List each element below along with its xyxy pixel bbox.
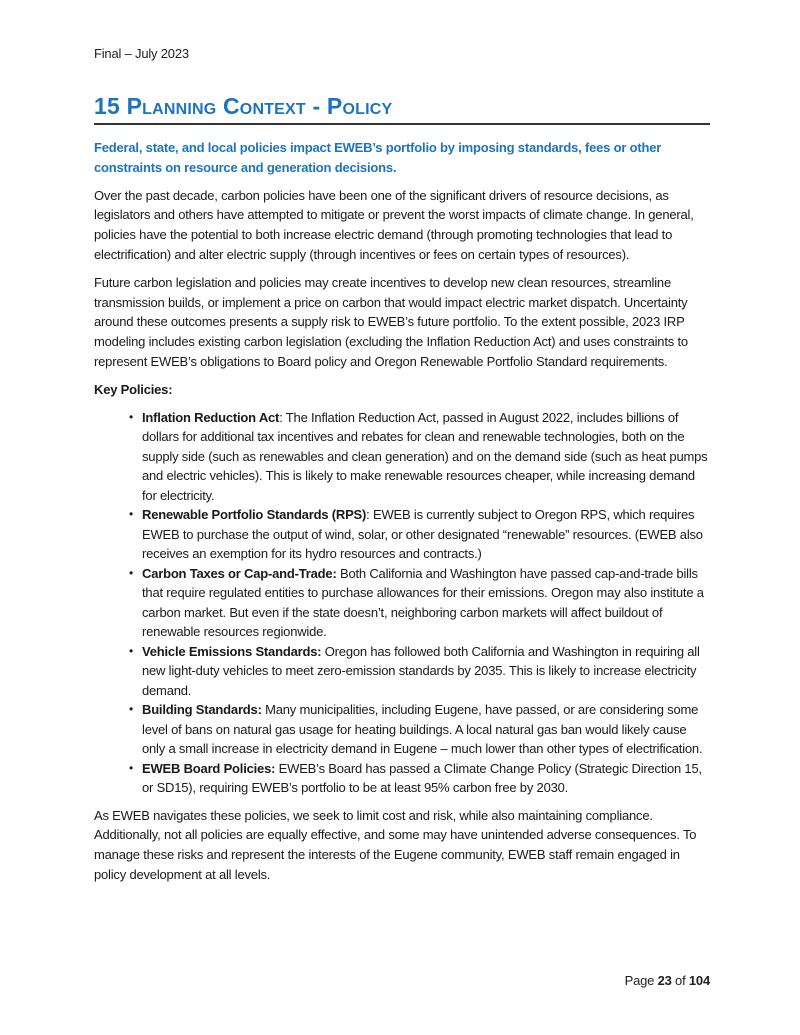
bullet-icon: • <box>129 643 134 658</box>
policy-label: Inflation Reduction Act <box>142 409 280 425</box>
bullet-icon: • <box>129 409 134 424</box>
running-header: Final – July 2023 <box>94 46 189 61</box>
policy-list <box>94 408 710 798</box>
list-item <box>129 759 710 798</box>
page-footer <box>625 971 710 991</box>
list-item <box>129 408 710 506</box>
policy-label: Renewable Portfolio Standards (RPS) <box>142 507 367 523</box>
body-paragraph-1: Over the past decade, carbon policies have been one of the significant drivers of resource decisions, as legislators and others have attempted to mitigate or prevent the worst impacts of climate change. In general, policies have the potential to both increase electric demand (through promoting technologies that lead to electrification) and alter electric supply (through incentives or fees on certain types of resources). <box>94 187 694 262</box>
policy-text: : The Inflation Reduction Act, passed in August 2022, includes billions of dollars for additional tax incentives and rebates for clean and renewable technologies, both on the supply side (such as renewables and clean generation) and on the demand side (such as heat pumps and electric vehicles). This is likely to make renewable resources cheaper, while increasing demand for electricity. <box>142 409 708 503</box>
policy-label: Building Standards: <box>142 702 262 718</box>
lede-paragraph: Federal, state, and local policies impact EWEB’s portfolio by imposing standards, fees or other constraints on resource and generation decisions. <box>94 140 662 175</box>
title-rule <box>94 123 710 125</box>
bullet-icon: • <box>129 760 134 775</box>
total-pages: 104 <box>688 973 710 988</box>
policy-text: Both California and Washington have passed cap-and-trade bills that require regulated entities to purchase allowances for their emissions. Oregon may also institute a carbon market. But even if the state doesn’t, neighboring carbon markets will affect buildout of renewable resources regionwide. <box>142 565 704 640</box>
bullet-icon: • <box>129 507 134 522</box>
page-title: 15 Planning Context - Policy <box>94 93 393 119</box>
policy-label: Carbon Taxes or Cap-and-Trade: <box>142 565 337 581</box>
key-policies-heading: Key Policies: <box>94 381 173 397</box>
policy-label: EWEB Board Policies: <box>142 760 276 776</box>
list-item <box>129 505 710 564</box>
body-paragraph-2: Future carbon legislation and policies may create incentives to develop new clean resources, streamline transmission builds, or implement a price on carbon that would impact electric market dispatch. Uncertainty around these outcomes presents a supply risk to EWEB’s future portfolio. To the extent possible, 2023 IRP modeling includes existing carbon legislation (excluding the Inflation Reduction Act) and uses constraints to represent EWEB’s obligations to Board policy and Oregon Renewable Portfolio Standard requirements. <box>94 274 688 369</box>
list-item <box>129 642 710 701</box>
policy-text: Oregon has followed both California and Washington in requiring all new light-duty vehicles to meet zero-emission standards by 2035. This is likely to increase electricity demand. <box>142 643 700 698</box>
footer-page-word: Page <box>624 973 658 988</box>
list-item <box>129 700 710 759</box>
page-number: 23 <box>657 973 672 988</box>
bullet-icon: • <box>129 702 134 717</box>
policy-text: : EWEB is currently subject to Oregon RPS, which requires EWEB to purchase the output of wind, solar, or other designated “renewable” resources. (EWEB also receives an exemption for its hydro resources and contracts.) <box>142 507 703 562</box>
policy-text: EWEB’s Board has passed a Climate Change Policy (Strategic Direction 15, or SD15), requiring EWEB’s portfolio to be at least 95% carbon free by 2030. <box>142 760 702 796</box>
policy-text: Many municipalities, including Eugene, have passed, or are considering some level of bans on natural gas usage for heating buildings. A local natural gas ban would likely cause only a small increase in electricity demand in Eugene – much lower than other types of electrification. <box>142 702 703 757</box>
closing-paragraph: As EWEB navigates these policies, we seek to limit cost and risk, while also maintaining compliance. Additionally, not all policies are equally effective, and some may have unintended adverse consequences. To manage these risks and represent the interests of the Eugene community, EWEB staff remain engaged in policy development at all levels. <box>94 807 697 882</box>
footer-of-word: of <box>671 973 689 988</box>
list-item <box>129 564 710 642</box>
page-content <box>94 92 710 885</box>
bullet-icon: • <box>129 565 134 580</box>
policy-label: Vehicle Emissions Standards: <box>142 643 322 659</box>
